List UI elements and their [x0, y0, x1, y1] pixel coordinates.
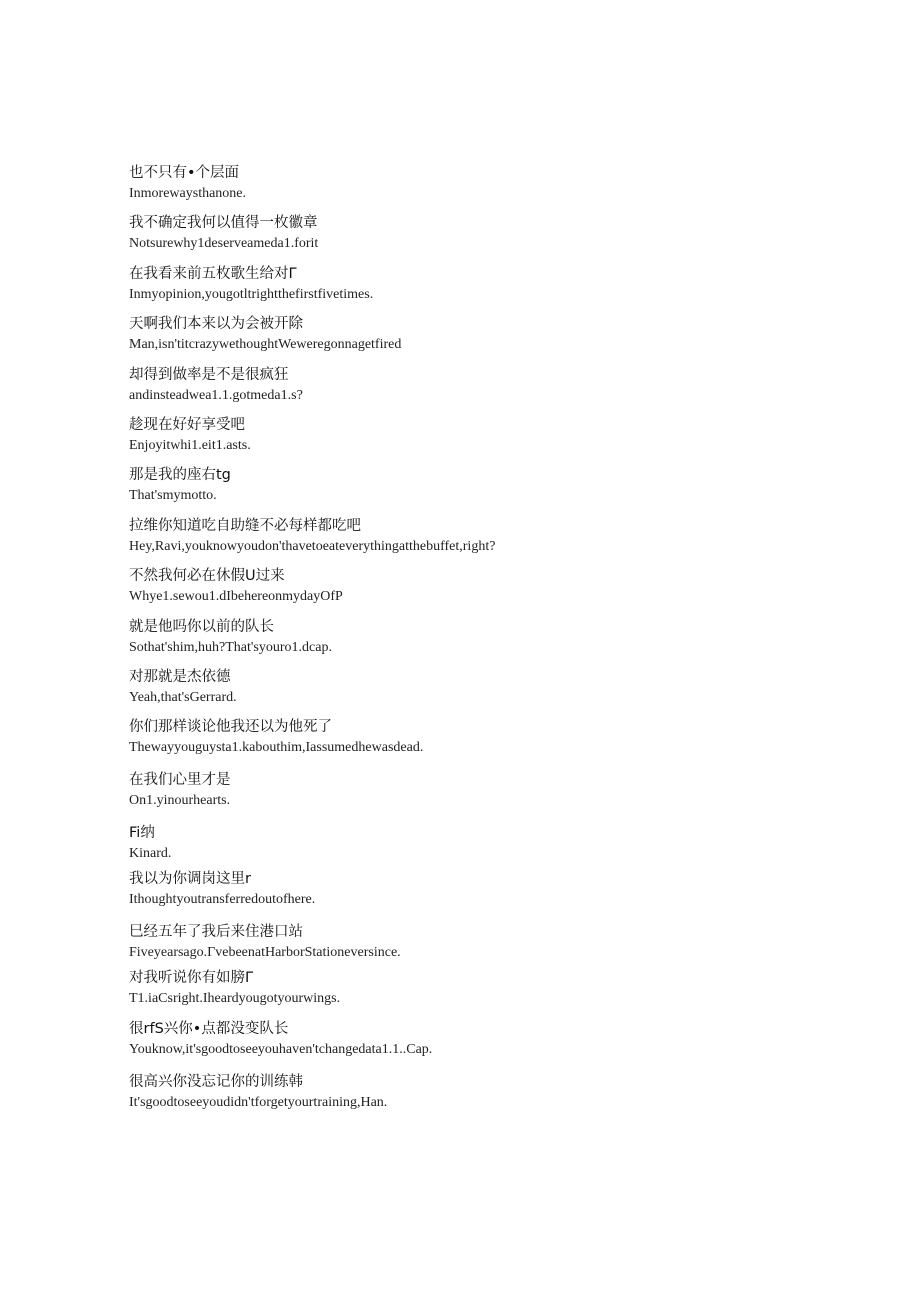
english-line: andinsteadwea1.1.gotmeda1.s? [129, 387, 303, 403]
subtitle-pair [129, 414, 869, 456]
subtitle-pair [129, 565, 869, 607]
english-line: Hey,Ravi,youknowyoudon'thavetoeateverythingatthebuffet,right? [129, 538, 496, 554]
english-line: Yeah,that'sGerrard. [129, 689, 237, 705]
english-line: Inmorewaysthanone. [129, 186, 247, 201]
chinese-line: 却得到做率是不是很疯狂 [129, 366, 289, 383]
subtitle-pair [129, 716, 869, 758]
english-line: T1.iaCsright.Iheardyougotyourwings. [129, 991, 341, 1007]
english-line: Sothat'shim,huh?That'syouro1.dcap. [129, 639, 332, 655]
subtitle-pair [129, 313, 869, 355]
subtitle-pair [129, 1071, 869, 1113]
subtitle-pair [129, 162, 869, 204]
english-line: That'smymotto. [129, 488, 217, 504]
chinese-line: 在我们心里才是 [129, 772, 231, 789]
subtitle-pair [129, 263, 869, 305]
subtitle-document [129, 162, 869, 1121]
chinese-line: 那是我的座右tg [129, 467, 231, 484]
chinese-line: Fi纳 [129, 825, 155, 842]
chinese-line: 我不确定我何以值得一枚徽章 [129, 215, 318, 232]
subtitle-pair [129, 921, 869, 963]
english-line: Man,isn'titcrazywethoughtWeweregonnagetfired [129, 337, 402, 353]
chinese-line: 对我听说你有如膀Γ [129, 970, 254, 987]
subtitle-pair [129, 1018, 869, 1060]
english-line: Thewayyouguysta1.kabouthim,Iassumedhewasdead. [129, 740, 424, 756]
subtitle-pair [129, 868, 869, 910]
chinese-line: 就是他吗你以前的队长 [129, 618, 274, 635]
english-line: Kinard. [129, 846, 172, 862]
chinese-line: 拉维你知道吃自助缝不必每样都吃吧 [129, 517, 361, 534]
english-line: Notsurewhy1deserveameda1.forit [129, 236, 319, 252]
english-line: It'sgoodtoseeyoudidn'tforgetyourtraining,Han. [129, 1094, 388, 1110]
chinese-line: 天啊我们本来以为会被开除 [129, 316, 303, 333]
chinese-line: 巳经五年了我后来住港口站 [129, 924, 303, 941]
english-line: Whye1.sewou1.dIbehereonmydayOfP [129, 589, 343, 605]
chinese-line: 趁现在好好享受吧 [129, 416, 245, 433]
subtitle-pair [129, 515, 869, 557]
subtitle-pair [129, 666, 869, 708]
chinese-line: 我以为你调岗这里r [129, 871, 251, 888]
subtitle-pair [129, 364, 869, 406]
chinese-line: 对那就是杰依德 [129, 668, 231, 685]
english-line: Youknow,it'sgoodtoseeyouhaven'tchangedata1.1..Cap. [129, 1041, 433, 1057]
english-line: On1.yinourhearts. [129, 793, 231, 809]
chinese-line: 你们那样谈论他我还以为他死了 [129, 719, 332, 736]
chinese-line: 不然我何必在休假U过来 [129, 568, 285, 585]
subtitle-pair [129, 464, 869, 506]
subtitle-pair [129, 616, 869, 658]
chinese-line: 很rfS兴你•点都没变队长 [129, 1020, 289, 1037]
subtitle-pair [129, 212, 869, 254]
english-line: Fiveyearsago.ΓvebeenatHarborStationeversince. [129, 945, 401, 961]
chinese-line: 在我看来前五枚歌生给对Γ [129, 265, 297, 282]
subtitle-pair [129, 769, 869, 811]
subtitle-pair [129, 822, 869, 864]
subtitle-pair [129, 967, 869, 1009]
english-line: Enjoyitwhi1.eit1.asts. [129, 437, 251, 453]
english-line: Inmyopinion,yougotltrightthefirstfivetimes. [129, 286, 374, 302]
chinese-line: 也不只有•个层面 [129, 165, 240, 181]
chinese-line: 很高兴你没忘记你的训练韩 [129, 1073, 303, 1090]
english-line: Ithoughtyoutransferredoutofhere. [129, 892, 316, 908]
